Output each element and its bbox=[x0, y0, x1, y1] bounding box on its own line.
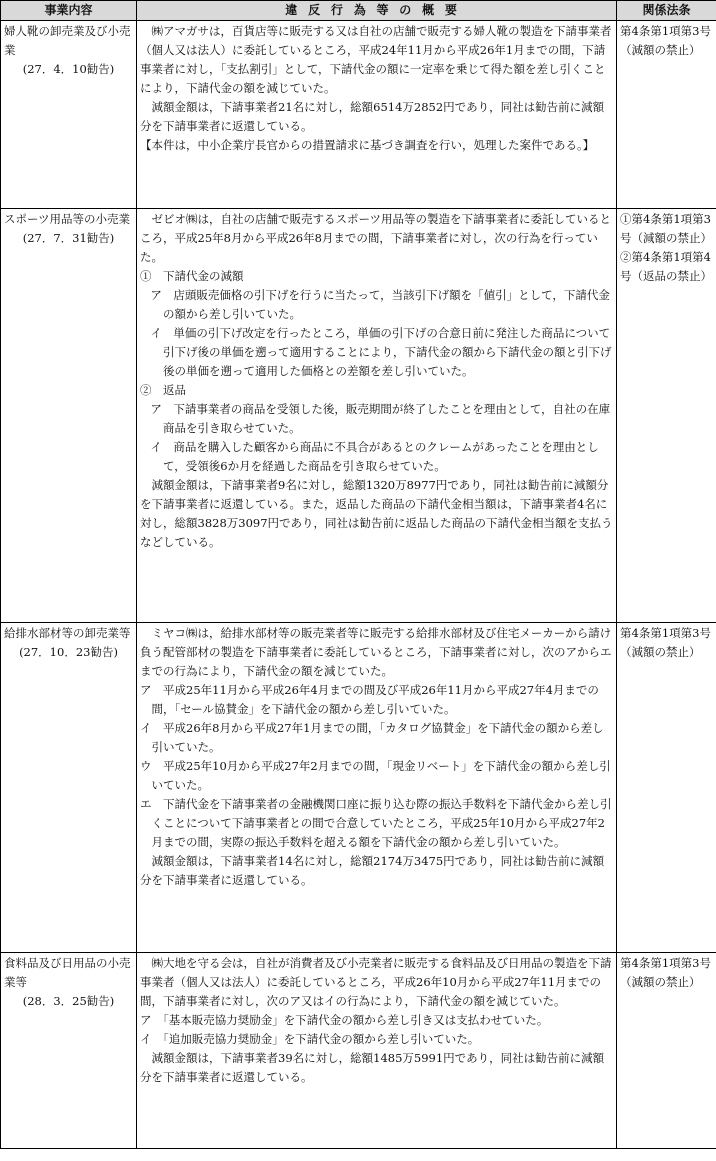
header-business: 事業内容 bbox=[1, 1, 137, 21]
summary-intro: ミヤコ㈱は，給排水部材等の販売業者等に販売する給排水部材及び住宅メーカーから請け負う配管部材の製造を下請事業者に委託しているところ，下請事業者に対し，次のアからエまでの行為により，下請代金の額を減じていた。 bbox=[140, 626, 612, 678]
summary-paragraph: ㈱アマガサは，百貨店等に販売する又は自社の店舗で販売する婦人靴の製造を下請事業者（個人又は法人）に委託しているところ，平成24年11月から平成26年1月までの間，下請事業者に対し，「支払割引」として，下請代金の額に一定率を乗じて得た額を差し引くことにより，下請代金の額を減じていた。 bbox=[140, 24, 612, 95]
law-text: 第4条第1項第3号（減額の禁止） bbox=[620, 626, 711, 659]
summary-heading: ② 返品 bbox=[140, 383, 186, 397]
header-summary: 違反行為等の概要 bbox=[137, 1, 617, 21]
summary-closing: 減額金額は，下請事業者14名に対し，総額2174万3475円であり，同社は勧告前に減額分を下請事業者に返還している。 bbox=[140, 854, 605, 887]
summary-intro: ゼビオ㈱は，自社の店舗で販売するスポーツ用品等の製造を下請事業者に委託しているところ，平成25年8月から平成26年8月までの間，下請事業者に対し，次の行為を行っていた。 bbox=[140, 212, 612, 264]
header-law: 関係法条 bbox=[617, 1, 716, 21]
summary-cell bbox=[137, 209, 617, 623]
law-text: ②第4条第1項第4号（返品の禁止） bbox=[620, 250, 712, 283]
business-cell bbox=[1, 209, 137, 623]
business-type: 給排水部材等の卸売業等 bbox=[4, 626, 131, 640]
advice-date: (27．10．23勧告) bbox=[19, 645, 118, 659]
law-text: 第4条第1項第3号（減額の禁止） bbox=[620, 24, 711, 57]
summary-cell bbox=[137, 953, 617, 1149]
summary-heading: ① 下請代金の減額 bbox=[140, 269, 244, 283]
business-type: 食料品及び日用品の小売業等 bbox=[4, 956, 131, 989]
advice-date: (27．7．31勧告) bbox=[22, 231, 115, 245]
business-cell bbox=[1, 623, 137, 953]
summary-item: ウ 平成25年10月から平成27年2月までの間，「現金リベート」を下請代金の額から差し引いていた。 bbox=[140, 759, 611, 792]
summary-cell bbox=[137, 623, 617, 953]
business-type: スポーツ用品等の小売業 bbox=[4, 212, 131, 226]
summary-subitem: イ 単価の引下げ改定を行ったところ，単価の引下げの合意日前に発注した商品について引下げ後の単価を遡って適用することにより，下請代金の額から下請代金の額と引下げ後の単価を遡って適用した価格との差額を差し引いていた。 bbox=[150, 326, 612, 378]
summary-closing: 減額金額は，下請事業者9名に対し，総額1320万8977円であり，同社は勧告前に減額分を下請事業者に返還している。また，返品した商品の下請代金相当額は，下請事業者4名に対し，総額3828万3097円であり，同社は勧告前に返品した商品の下請代金相当額を支払うなどしている。 bbox=[140, 478, 613, 549]
law-cell bbox=[617, 209, 716, 623]
summary-item: ア 「基本販売協力奨励金」を下請代金の額から差し引き又は支払わせていた。 bbox=[140, 1013, 549, 1027]
business-cell bbox=[1, 21, 137, 209]
business-type: 婦人靴の卸売業及び小売業 bbox=[4, 24, 131, 57]
law-text: ①第4条第1項第3号（減額の禁止） bbox=[620, 212, 712, 245]
summary-item: イ 「追加販売協力奨励金」を下請代金の額から差し引いていた。 bbox=[140, 1032, 480, 1046]
table-row bbox=[1, 623, 716, 953]
advice-date: (28．3．25勧告) bbox=[22, 994, 115, 1008]
summary-subitem: ア 店頭販売価格の引下げを行うに当たって，当該引下げ額を「値引」として，下請代金の額から差し引いていた。 bbox=[150, 288, 610, 321]
summary-note: 【本件は，中小企業庁長官からの措置請求に基づき調査を行い，処理した案件である。】 bbox=[140, 138, 595, 152]
law-cell bbox=[617, 953, 716, 1149]
business-cell bbox=[1, 953, 137, 1149]
summary-item: エ 下請代金を下請事業者の金融機関口座に振り込む際の振込手数料を下請代金から差し引くことについて下請事業者との間で合意していたところ，平成25年10月から平成27年2月までの間，実際の振込手数料を超える額を下請代金の額から差し引いていた。 bbox=[140, 797, 612, 849]
summary-closing: 減額金額は，下請事業者39名に対し，総額1485万5991円であり，同社は勧告前に減額分を下請事業者に返還している。 bbox=[140, 1051, 605, 1084]
table-header-row bbox=[1, 1, 716, 21]
summary-item: ア 平成25年11月から平成26年4月までの間及び平成26年11月から平成27年4月までの間，「セール協賛金」を下請代金の額から差し引いていた。 bbox=[140, 683, 599, 716]
summary-subitem: ア 下請事業者の商品を受領した後，販売期間が終了したことを理由として，自社の在庫商品を引き取らせていた。 bbox=[150, 402, 611, 435]
table-row bbox=[1, 953, 716, 1149]
summary-cell bbox=[137, 21, 617, 209]
table-row bbox=[1, 209, 716, 623]
law-text: 第4条第1項第3号（減額の禁止） bbox=[620, 956, 711, 989]
law-cell bbox=[617, 21, 716, 209]
advice-date: (27．4．10勧告) bbox=[22, 62, 115, 76]
summary-intro: ㈱大地を守る会は，自社が消費者及び小売業者に販売する食料品及び日用品の製造を下請事業者（個人又は法人）に委託しているところ，平成26年10月から平成27年11月までの間，下請事業者に対し，次のア又はイの行為により，下請代金の額を減じていた。 bbox=[140, 956, 612, 1008]
summary-item: イ 平成26年8月から平成27年1月までの間，「カタログ協賛金」を下請代金の額から差し引いていた。 bbox=[140, 721, 604, 754]
summary-subitem: イ 商品を購入した顧客から商品に不具合があるとのクレームがあったことを理由として，受領後6か月を経過した商品を引き取らせていた。 bbox=[150, 440, 599, 473]
summary-paragraph: 減額金額は，下請事業者21名に対し，総額6514万2852円であり，同社は勧告前に減額分を下請事業者に返還している。 bbox=[140, 100, 605, 133]
table-row bbox=[1, 21, 716, 209]
law-cell bbox=[617, 623, 716, 953]
